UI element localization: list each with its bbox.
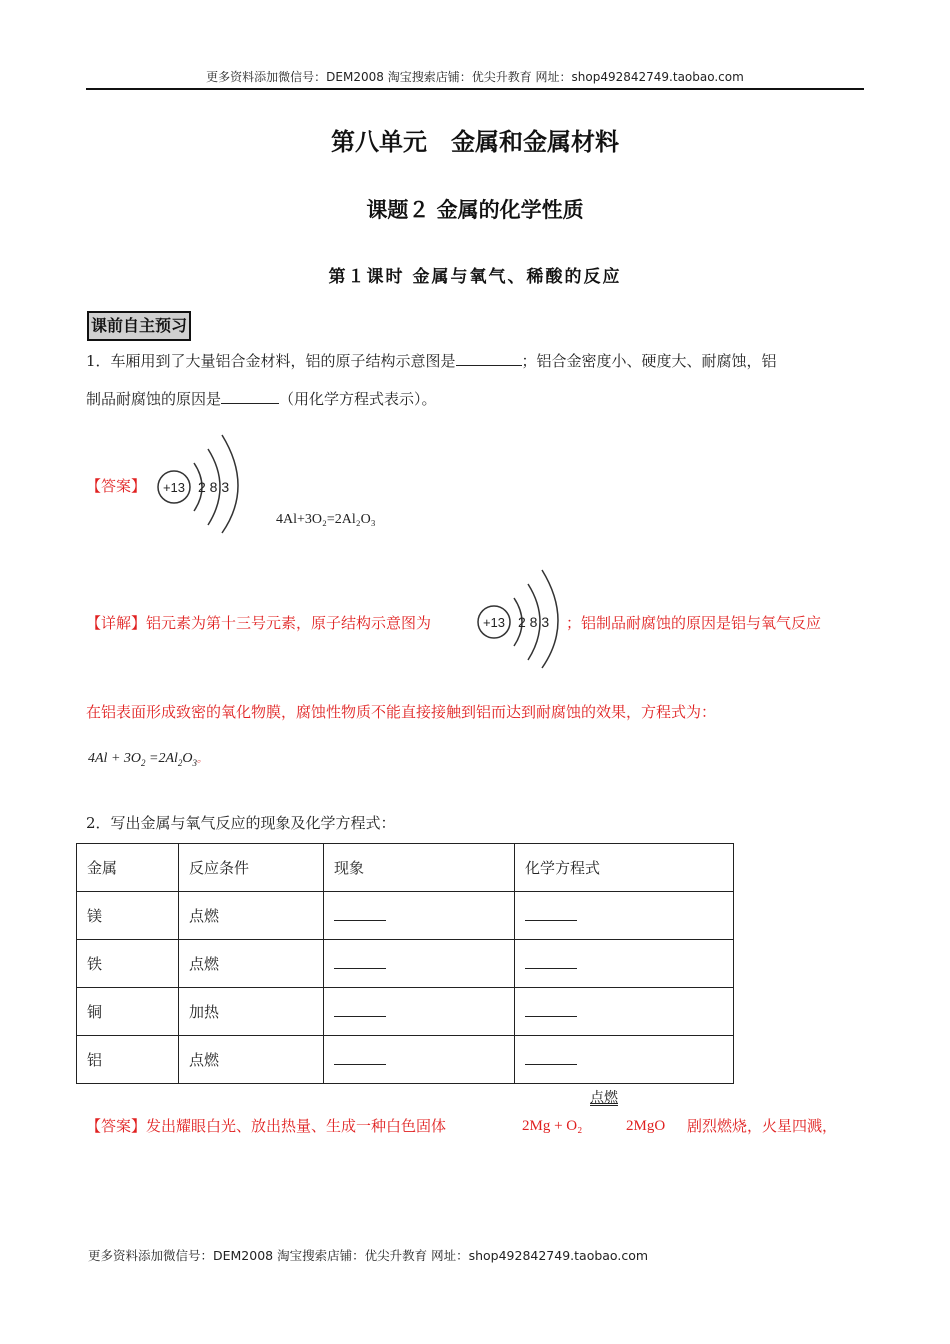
cell-metal: 铜 <box>77 988 179 1036</box>
cell-phenomenon-blank <box>324 940 515 988</box>
q2-prompt: 2．写出金属与氧气反应的现象及化学方程式： <box>86 814 396 832</box>
answer-blank <box>525 1002 577 1017</box>
unit-title: 第八单元 金属和金属材料 <box>331 128 619 156</box>
q1-blank-2 <box>221 389 279 404</box>
cell-phenomenon-blank <box>324 988 515 1036</box>
table-row <box>77 892 734 940</box>
q1-line2 <box>86 388 437 410</box>
q1-detail-text-b: ；铝制品耐腐蚀的原因是铝与氧气反应 <box>566 614 822 632</box>
cell-metal: 铝 <box>77 1036 179 1084</box>
cell-metal: 镁 <box>77 892 179 940</box>
aluminum-atom-diagram-detail <box>470 560 570 670</box>
answer-blank <box>334 906 386 921</box>
electron-counts: 2 8 3 <box>198 479 230 495</box>
header-equation: 化学方程式 <box>515 844 734 892</box>
cell-condition: 点燃 <box>179 1036 324 1084</box>
cell-condition: 点燃 <box>179 892 324 940</box>
table-row <box>77 988 734 1036</box>
header-divider <box>86 88 864 90</box>
q1-line1-text-a: 1．车厢用到了大量铝合金材料，铝的原子结构示意图是 <box>86 352 456 370</box>
q1-line2-text-a: 制品耐腐蚀的原因是 <box>86 390 222 408</box>
q1-line2-text-b: （用化学方程式表示）。 <box>279 390 437 408</box>
answer-blank <box>525 1050 577 1065</box>
header-metal: 金属 <box>77 844 179 892</box>
metal-reaction-table <box>76 843 734 1084</box>
eq-part-e: O <box>182 751 193 766</box>
aluminum-atom-diagram <box>150 425 250 535</box>
q1-answer-equation: 4Al+3O₂=2Al₂O₃ <box>276 512 376 527</box>
cell-equation-blank <box>515 940 734 988</box>
answer-blank <box>334 1002 386 1017</box>
eq-sub-2: 2 <box>177 757 183 768</box>
q2-answer-equation-left: 2Mg + O₂ <box>522 1118 583 1134</box>
header-phenomenon: 现象 <box>324 844 515 892</box>
eq-part-c: =2Al <box>145 751 178 766</box>
table-header-row <box>77 844 734 892</box>
answer-blank <box>525 954 577 969</box>
answer-blank <box>334 954 386 969</box>
cell-equation-blank <box>515 1036 734 1084</box>
reaction-condition-label: 点燃 <box>590 1090 618 1106</box>
q2-answer-line <box>86 1115 446 1137</box>
q1-detail-text-a: 铝元素为第十三号元素，原子结构示意图为 <box>146 614 432 632</box>
section-label: 课前自主预习 <box>87 311 191 341</box>
q1-line1-text-b: ；铝合金密度小、硬度大、耐腐蚀，铝 <box>521 352 777 370</box>
eq-end: 。 <box>197 754 208 765</box>
q1-detail-line1 <box>86 612 431 634</box>
answer-blank <box>334 1050 386 1065</box>
q1-blank-1 <box>456 351 522 366</box>
answer-blank <box>525 906 577 921</box>
q1-answer-label: 【答案】 <box>86 477 147 495</box>
q1-detail-label: 【详解】 <box>86 614 147 632</box>
nucleus-charge: +13 <box>162 480 186 495</box>
q1-line1 <box>86 350 777 372</box>
table-row <box>77 1036 734 1084</box>
q2-answer-equation-right: 2MgO <box>626 1118 666 1134</box>
q2-answer-label: 【答案】 <box>86 1117 147 1135</box>
q2-answer-tail: 剧烈燃烧，火星四溅， <box>687 1117 838 1135</box>
q1-detail-line2: 在铝表面形成致密的氧化物膜，腐蚀性物质不能直接接触到铝而达到耐腐蚀的效果，方程式为： <box>86 703 717 721</box>
nucleus-charge: +13 <box>482 615 506 630</box>
eq-sub-3: 3 <box>192 757 198 768</box>
cell-equation-blank <box>515 988 734 1036</box>
topic-title: 课题２ 金属的化学性质 <box>366 198 584 222</box>
cell-condition: 点燃 <box>179 940 324 988</box>
electron-counts: 2 8 3 <box>518 614 550 630</box>
cell-condition: 加热 <box>179 988 324 1036</box>
cell-phenomenon-blank <box>324 1036 515 1084</box>
cell-metal: 铁 <box>77 940 179 988</box>
page-header: 更多资料添加微信号：DEM2008 淘宝搜索店铺：优尖升教育 网址：shop492842749.taobao.com <box>206 70 744 84</box>
q1-detail-equation <box>88 750 207 768</box>
page-footer: 更多资料添加微信号：DEM2008 淘宝搜索店铺：优尖升教育 网址：shop492842749.taobao.com <box>88 1248 649 1263</box>
cell-equation-blank <box>515 892 734 940</box>
cell-phenomenon-blank <box>324 892 515 940</box>
q2-answer-text: 发出耀眼白光、放出热量、生成一种白色固体 <box>146 1117 447 1135</box>
table-row <box>77 940 734 988</box>
header-condition: 反应条件 <box>179 844 324 892</box>
eq-sub-1: 2 <box>141 757 146 768</box>
lesson-title: 第１课时 金属与氧气、稀酸的反应 <box>328 267 622 287</box>
eq-part-a: 4Al + 3O <box>88 751 141 766</box>
